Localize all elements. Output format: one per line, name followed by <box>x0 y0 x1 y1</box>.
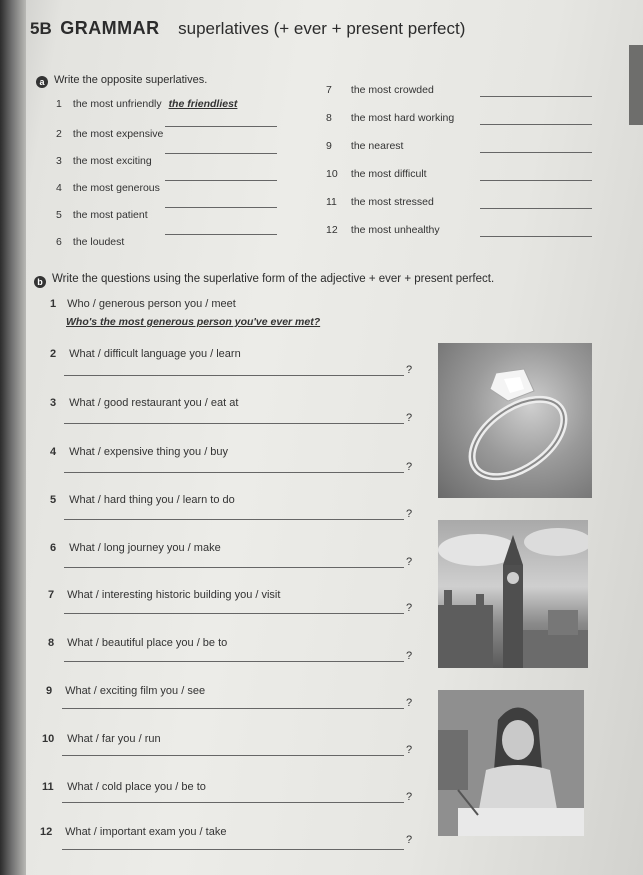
diamond-ring-photo <box>438 343 592 498</box>
item-text: the most crowded <box>350 84 434 96</box>
exercise-b-instruction: Write the questions using the superlative form of the adjective + ever + present perfect. <box>52 273 495 285</box>
question-mark: ? <box>406 461 413 473</box>
sample-answer: Who's the most generous person you've ever met? <box>66 316 321 328</box>
exercise-a-badge: a <box>36 76 48 88</box>
question-number: 3 <box>50 397 57 409</box>
answer-line[interactable] <box>480 152 592 153</box>
list-item <box>326 84 434 96</box>
question-mark: ? <box>406 412 413 424</box>
item-text: the most expensive <box>72 128 164 140</box>
item-text: the nearest <box>350 140 404 152</box>
answer-line[interactable] <box>64 519 404 520</box>
question-item <box>50 348 241 360</box>
question-number: 1 <box>50 298 57 310</box>
question-item <box>50 298 236 310</box>
question-mark: ? <box>406 744 413 756</box>
item-text: the most difficult <box>350 168 427 180</box>
question-prompt: What / expensive thing you / buy <box>69 446 229 458</box>
item-number: 2 <box>56 128 62 140</box>
answer-line[interactable] <box>64 375 404 376</box>
list-item <box>326 112 454 124</box>
item-text: the most hard working <box>350 112 455 124</box>
item-number: 7 <box>326 84 332 96</box>
answer-line[interactable] <box>165 234 277 235</box>
item-number: 1 <box>56 98 62 110</box>
question-number: 5 <box>50 494 57 506</box>
question-item <box>40 826 226 838</box>
answer-line[interactable] <box>480 180 592 181</box>
question-number: 8 <box>48 637 55 649</box>
question-number: 11 <box>42 781 54 793</box>
page-edge-tab <box>629 45 643 125</box>
question-item <box>50 542 221 554</box>
question-mark: ? <box>406 602 413 614</box>
question-mark: ? <box>406 650 413 662</box>
answer-line[interactable] <box>64 472 404 473</box>
question-mark: ? <box>406 556 413 568</box>
item-number: 3 <box>56 155 62 167</box>
answer-line[interactable] <box>62 849 404 850</box>
question-prompt: What / good restaurant you / eat at <box>69 397 239 409</box>
answer-line[interactable] <box>480 208 592 209</box>
question-prompt: What / cold place you / be to <box>67 781 206 793</box>
answer-line[interactable] <box>64 423 404 424</box>
item-text: the most unhealthy <box>350 224 440 236</box>
exercise-b-badge: b <box>34 276 46 288</box>
page-title: superlatives (+ ever + present perfect) <box>178 19 466 38</box>
answer-line[interactable] <box>62 755 404 756</box>
question-item <box>42 781 206 793</box>
item-text: the most exciting <box>72 155 152 167</box>
item-text: the most stressed <box>350 196 434 208</box>
answer-line[interactable] <box>165 180 277 181</box>
question-prompt: What / hard thing you / learn to do <box>69 494 235 506</box>
exercise-a-instruction: Write the opposite superlatives. <box>54 74 208 86</box>
list-item <box>56 155 152 167</box>
item-number: 12 <box>326 224 338 236</box>
question-mark: ? <box>406 791 413 803</box>
question-prompt: What / interesting historic building you / visit <box>67 589 281 601</box>
unit-number: 5B <box>30 19 52 38</box>
answer-line[interactable] <box>62 802 404 803</box>
item-number: 11 <box>326 196 337 208</box>
question-item <box>46 685 205 697</box>
answer-line[interactable] <box>480 236 592 237</box>
list-item <box>326 196 434 208</box>
question-number: 2 <box>50 348 57 360</box>
question-mark: ? <box>406 834 413 846</box>
answer-line[interactable] <box>480 96 592 97</box>
list-item <box>56 128 163 140</box>
list-item <box>56 236 124 248</box>
question-mark: ? <box>406 364 413 376</box>
big-ben-photo <box>438 520 588 668</box>
question-prompt: What / long journey you / make <box>69 542 221 554</box>
item-text: the loudest <box>72 236 125 248</box>
question-number: 7 <box>48 589 55 601</box>
item-text: the most unfriendly <box>72 98 162 110</box>
question-item <box>50 494 235 506</box>
question-mark: ? <box>406 508 413 520</box>
item-number: 4 <box>56 182 62 194</box>
list-item <box>326 140 403 152</box>
question-number: 12 <box>40 826 53 838</box>
question-number: 6 <box>50 542 57 554</box>
question-number: 9 <box>46 685 53 697</box>
question-number: 4 <box>50 446 57 458</box>
list-item <box>56 98 237 110</box>
answer-line[interactable] <box>165 153 277 154</box>
answer-line[interactable] <box>64 661 404 662</box>
item-number: 10 <box>326 168 338 180</box>
list-item <box>326 224 440 236</box>
item-answer: the friendliest <box>168 98 238 110</box>
question-item <box>50 446 228 458</box>
question-prompt: What / difficult language you / learn <box>69 348 241 360</box>
item-text: the most generous <box>72 182 160 194</box>
item-number: 9 <box>326 140 332 152</box>
question-item <box>50 397 238 409</box>
answer-line[interactable] <box>165 126 277 127</box>
question-item <box>48 589 280 601</box>
answer-line[interactable] <box>480 124 592 125</box>
question-prompt: What / beautiful place you / be to <box>67 637 228 649</box>
list-item <box>56 209 148 221</box>
question-prompt: What / exciting film you / see <box>65 685 206 697</box>
list-item <box>326 168 427 180</box>
item-number: 6 <box>56 236 62 248</box>
question-number: 10 <box>42 733 55 745</box>
item-number: 8 <box>326 112 332 124</box>
student-exam-photo <box>438 690 584 836</box>
question-prompt: What / important exam you / take <box>65 826 227 838</box>
item-number: 5 <box>56 209 62 221</box>
grammar-label: GRAMMAR <box>60 18 160 38</box>
book-spine <box>0 0 26 875</box>
answer-line[interactable] <box>165 207 277 208</box>
answer-line[interactable] <box>62 708 404 709</box>
question-mark: ? <box>406 697 413 709</box>
section-header <box>30 18 465 39</box>
item-text: the most patient <box>72 209 148 221</box>
question-item <box>42 733 161 745</box>
question-item <box>48 637 227 649</box>
question-prompt: What / far you / run <box>67 733 161 745</box>
answer-line[interactable] <box>64 613 404 614</box>
question-prompt: Who / generous person you / meet <box>67 298 236 310</box>
list-item <box>56 182 160 194</box>
answer-line[interactable] <box>64 567 404 568</box>
